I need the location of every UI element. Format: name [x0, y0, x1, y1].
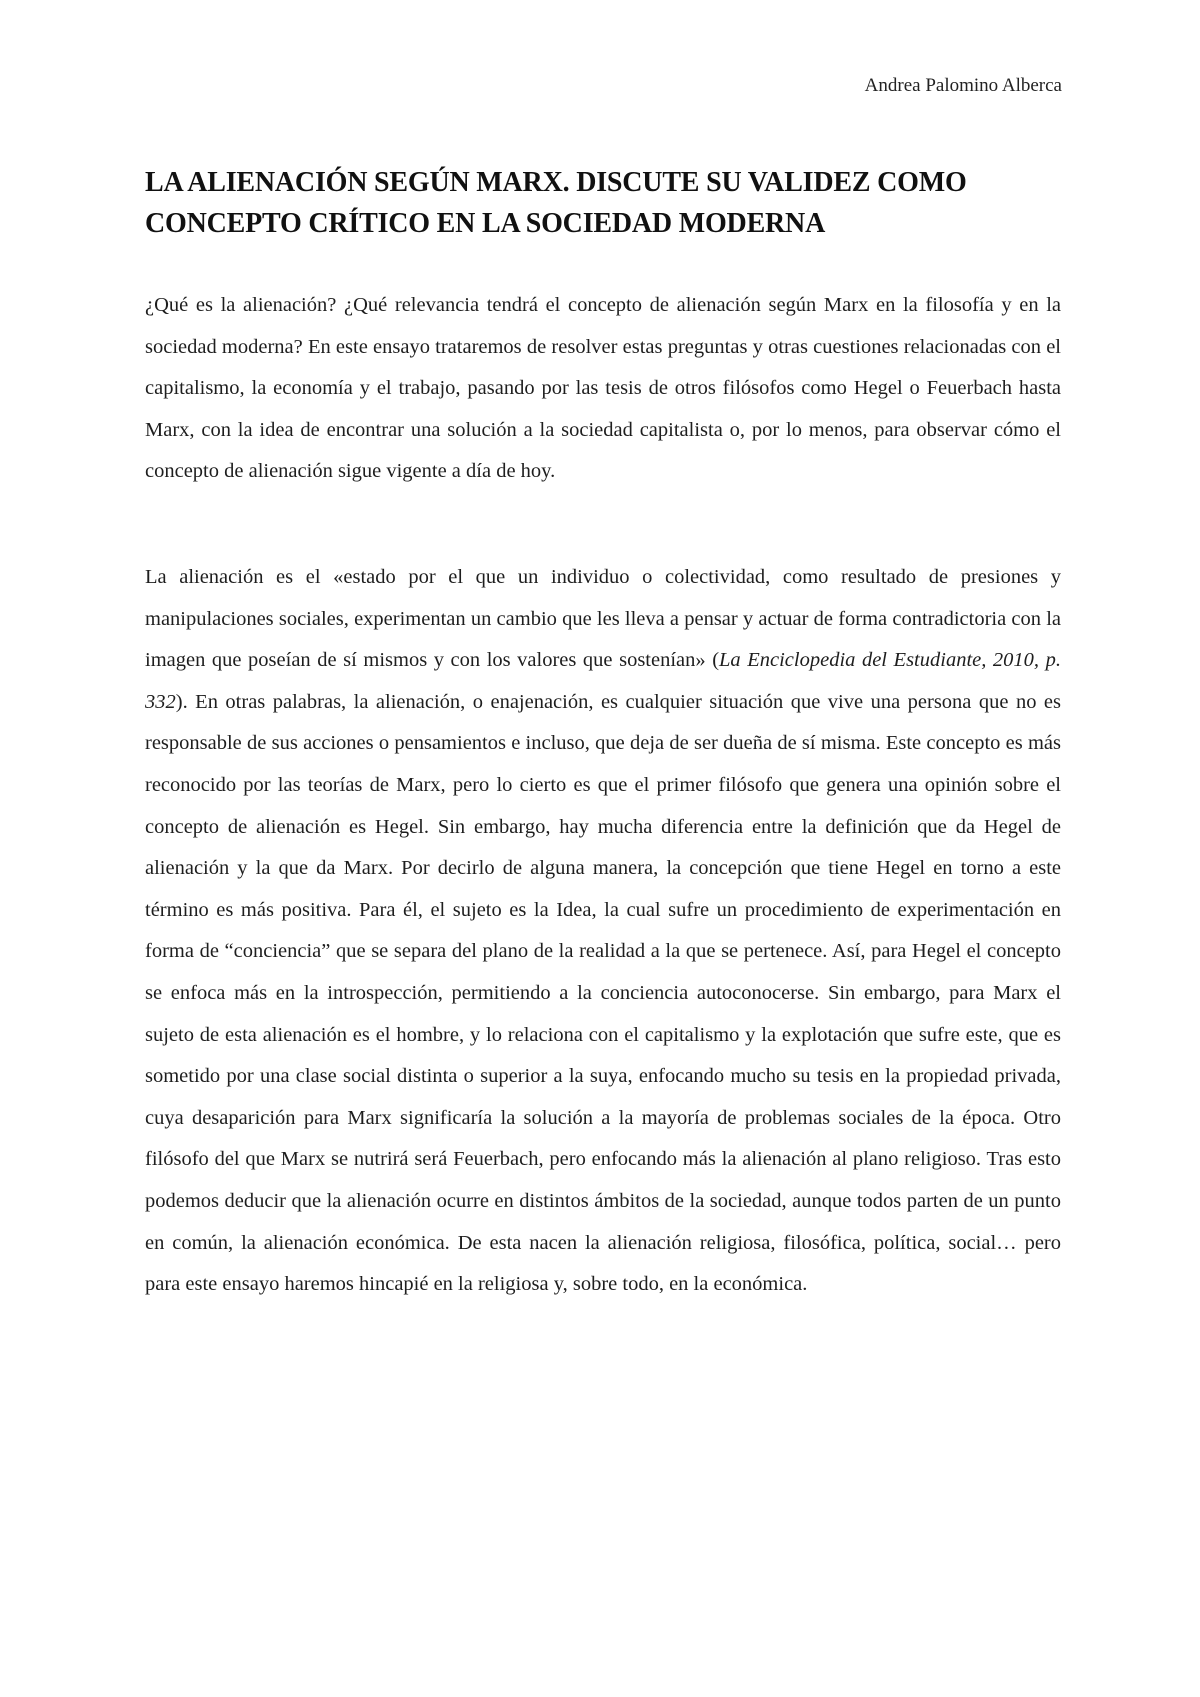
essay-title: LA ALIENACIÓN SEGÚN MARX. DISCUTE SU VALIDEZ COMO CONCEPTO CRÍTICO EN LA SOCIEDAD MODERNA	[145, 167, 967, 239]
citation-reference: La Enciclopedia del Estudiante, 2010, p. 332	[145, 649, 1061, 713]
paragraph-definition	[145, 557, 1061, 1306]
paragraph-intro: ¿Qué es la alienación? ¿Qué relevancia tendrá el concepto de alienación según Marx en la filosofía y en la sociedad moderna? En este ensayo trataremos de resolver estas preguntas y otras cuestiones relacionadas con el capitalismo, la economía y el trabajo, pasando por las tesis de otros filósofos como Hegel o Feuerbach hasta Marx, con la idea de encontrar una solución a la sociedad capitalista o, por lo menos, para observar cómo el concepto de alienación sigue vigente a día de hoy.	[145, 294, 1061, 483]
author-header: Andrea Palomino Alberca	[864, 75, 1062, 96]
paragraph-definition-before: La alienación es el «estado por el que un individuo o colectividad, como resultado de presiones y manipulaciones sociales, experimentan un cambio que les lleva a pensar y actuar de forma contradictoria con la imagen que poseían de sí mismos y con los valores que sostenían» (	[145, 566, 1061, 672]
paragraph-definition-after: ). En otras palabras, la alienación, o enajenación, es cualquier situación que vive una persona que no es responsable de sus acciones o pensamientos e incluso, que deja de ser dueña de sí misma. Este concepto es más reconocido por las teorías de Marx, pero lo cierto es que el primer filósofo que genera una opinión sobre el concepto de alienación es Hegel. Sin embargo, hay mucha diferencia entre la definición que da Hegel de alienación y la que da Marx. Por decirlo de alguna manera, la concepción que tiene Hegel en torno a este término es más positiva. Para él, el sujeto es la Idea, la cual sufre un procedimiento de experimentación en forma de “conciencia” que se separa del plano de la realidad a la que se pertenece. Así, para Hegel el concepto se enfoca más en la introspección, permitiendo a la conciencia autoconocerse. Sin embargo, para Marx el sujeto de esta alienación es el hombre, y lo relaciona con el capitalismo y la explotación que sufre este, que es sometido por una clase social distinta o superior a la suya, enfocando mucho su tesis en la propiedad privada, cuya desaparición para Marx significaría la solución a la mayoría de problemas sociales de la época. Otro filósofo del que Marx se nutrirá será Feuerbach, pero enfocando más la alienación al plano religioso. Tras esto podemos deducir que la alienación ocurre en distintos ámbitos de la sociedad, aunque todos parten de un punto en común, la alienación económica. De esta nacen la alienación religiosa, filosófica, política, social… pero para este ensayo haremos hincapié en la religiosa y, sobre todo, en la económica.	[145, 690, 1061, 1296]
